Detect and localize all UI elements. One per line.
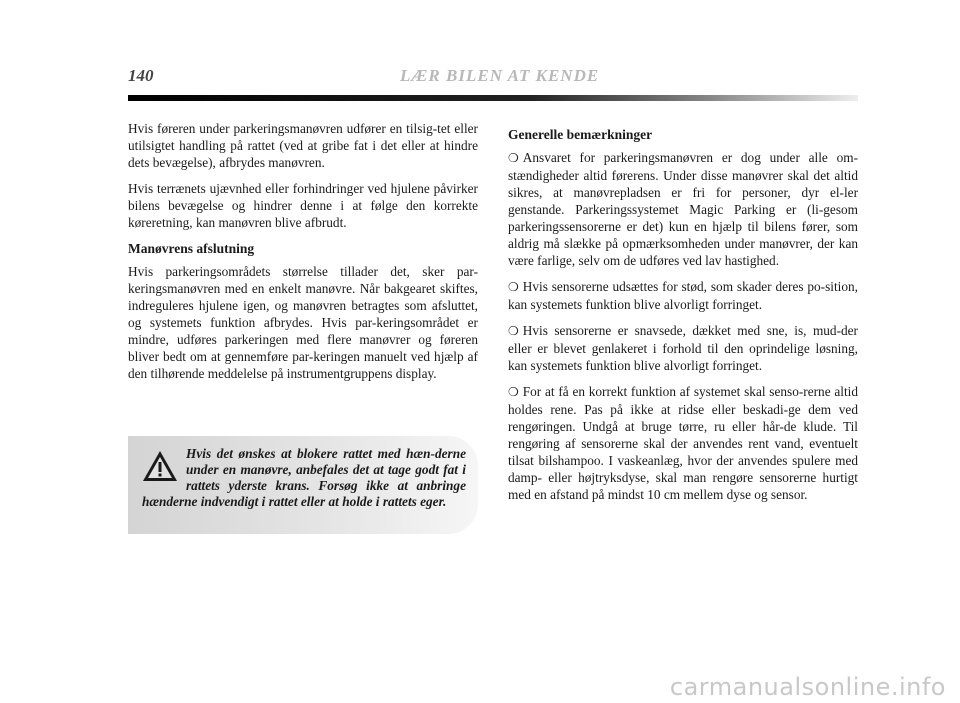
section-heading: Manøvrens afslutning	[128, 241, 255, 256]
bullet-circle-icon: ❍	[508, 385, 519, 399]
watermark: carmanualsonline.info	[669, 673, 946, 701]
warning-box	[128, 436, 478, 534]
bullet-item	[508, 278, 858, 313]
bullet-text: For at få en korrekt funktion af systemet skal senso-rerne altid holdes rene. Pas på ikke at ridse eller beskadi-ge dem ved rengøringen. Undgå at bruge tørre, ru eller hår-de klude. Til rengøring af sensorerne skal der anvendes rent vand, eventuelt tilsat bilshampoo. I vaskeanlæg, hvor der anvendes spulere med damp- eller højtryksdyse, skal man rengøre sensorerne hurtigt med en afstand på mindst 10 cm mellem dyse og sensor.	[508, 384, 858, 502]
bullet-circle-icon: ❍	[508, 280, 519, 294]
paragraph: Hvis terrænets ujævnhed eller forhindringer ved hjulene påvirker bilens bevægelse og hindrer denne i at følge den korrekte køreretning, kan manøvren blive afbrudt.	[128, 181, 478, 230]
paragraph: Hvis parkeringsområdets størrelse tillader det, sker par-keringsmanøvren med en enkelt manøvre. Når bakgearet skiftes, indreguleres hjulene igen, og manøvren betragtes som afsluttet, og systemets funktion afbrydes. Hvis par-keringsområdet er mindre, udføres parkeringen med flere manøvrer og føreren bliver bedt om at gennemføre par-keringen manuelt ved hjælp af den tilhørende meddelelse på instrumentgruppens display.	[128, 264, 478, 381]
bullet-text: Hvis sensorerne er snavsede, dækket med sne, is, mud-der eller er blevet genlakeret i forhold til den oprindelige løsning, kan systemets funktion blive alvorligt forringet.	[508, 323, 858, 373]
bullet-circle-icon: ❍	[508, 324, 519, 338]
bullet-item	[508, 322, 858, 374]
bullet-circle-icon: ❍	[508, 151, 519, 165]
left-column	[128, 120, 478, 391]
bullet-text: Hvis sensorerne udsættes for stød, som skader deres po-sition, kan systemets funktion blive alvorligt forringet.	[508, 279, 858, 312]
bullet-text: Ansvaret for parkeringsmanøvren er dog under alle om-stændigheder altid førerens. Under disse manøvrer skal det altid sikres, at manøvrepladsen er fri for personer, dyr el-ler genstande. Parkeringssystemet Magic Parking er (li-gesom parkeringssensorerne er det) kun en hjælp til bilens fører, som aldrig må slække på opmærksomheden under manøvrer, der kan være farlige, selv om de udføres ved lav hastighed.	[508, 150, 858, 268]
paragraph: Hvis føreren under parkeringsmanøvren udfører en tilsig-tet eller utilsigtet handling på rattet (ved at gribe fat i det eller at hindre dets bevægelse), afbrydes manøvren.	[128, 121, 478, 170]
bullet-item	[508, 383, 858, 503]
right-column	[508, 120, 858, 512]
warning-text: Hvis det ønskes at blokere rattet med hæn-derne under en manøvre, anbefales det at tage godt fat i rattets yderste krans. Forsøg ikke at anbringe hænderne indvendigt i rattet eller at holde i rattets eger.	[142, 446, 466, 509]
page-number: 140	[128, 66, 154, 85]
running-header: LÆR BILEN AT KENDE	[400, 66, 600, 85]
header-rule	[128, 95, 858, 101]
bullet-item	[508, 149, 858, 269]
section-heading: Generelle bemærkninger	[508, 127, 653, 142]
